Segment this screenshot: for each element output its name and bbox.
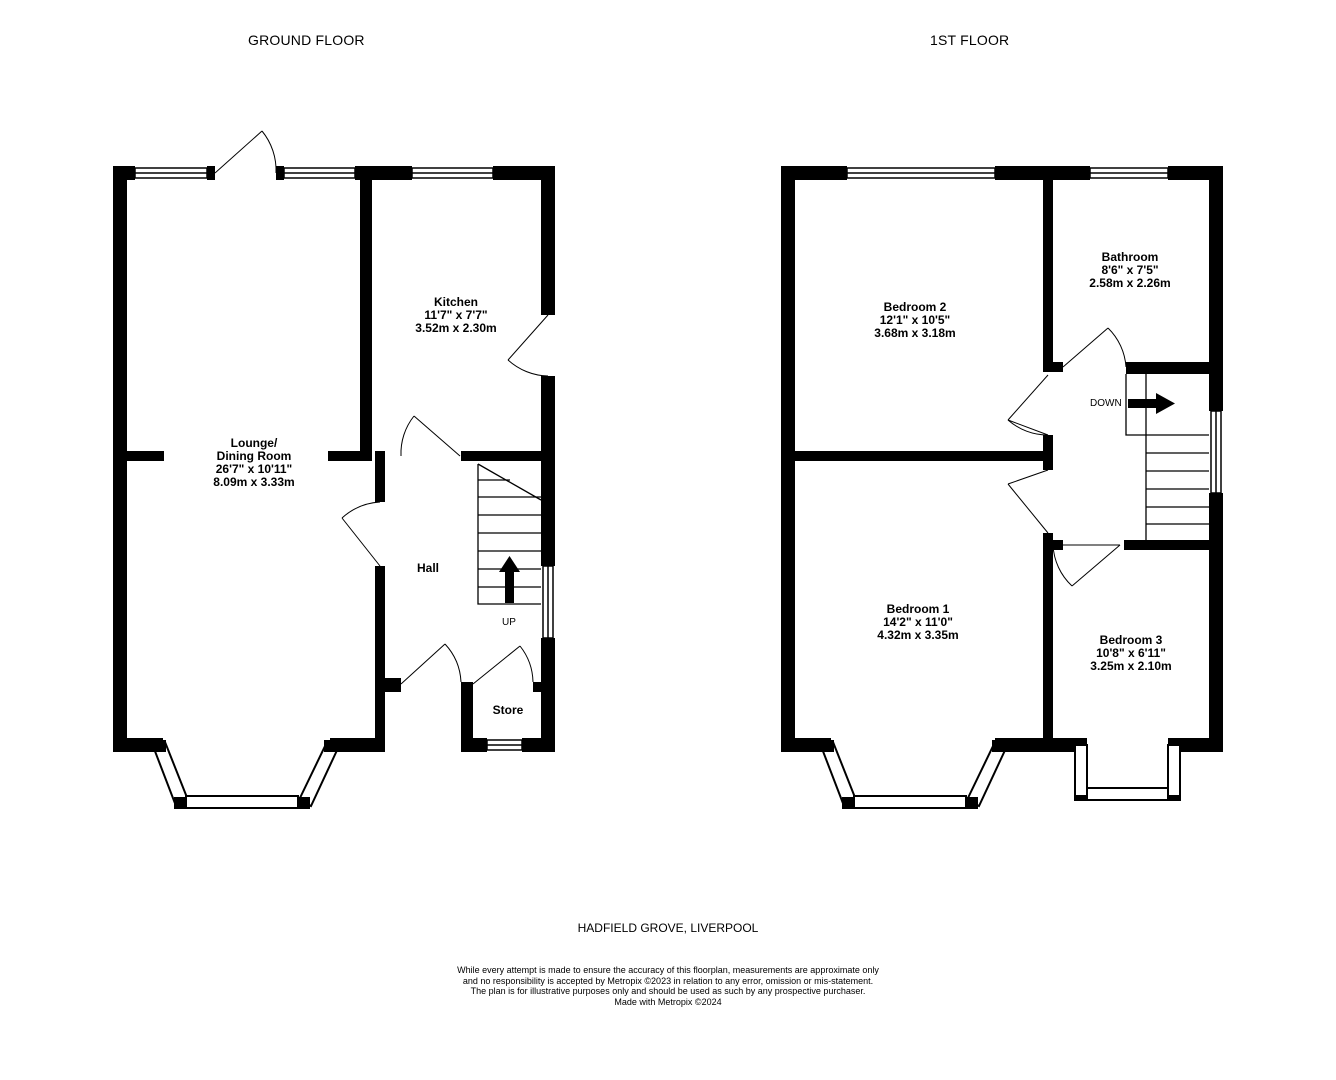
bedroom3-bay-window xyxy=(1075,745,1180,801)
lounge-metric: 8.09m x 3.33m xyxy=(213,475,295,489)
bedroom1-name: Bedroom 1 xyxy=(886,602,950,616)
property-address: HADFIELD GROVE, LIVERPOOL xyxy=(577,921,759,935)
lounge-name-line1: Lounge/ xyxy=(230,436,278,450)
bedroom3-imperial: 10'8" x 6'11" xyxy=(1096,646,1166,660)
disclaimer-line-4: Made with Metropix ©2024 xyxy=(614,996,722,1007)
disclaimer-line-1: While every attempt is made to ensure the accuracy of this floorplan, measurements are approximate only xyxy=(457,965,879,975)
bedroom2-imperial: 12'1" x 10'5" xyxy=(879,313,951,327)
lounge-name-line2: Dining Room xyxy=(216,449,292,463)
lounge-imperial: 26'7" x 10'11" xyxy=(215,462,293,476)
ground-floor-walls xyxy=(113,166,555,752)
room-label-bathroom xyxy=(1089,251,1170,290)
first-floor-title: 1ST FLOOR xyxy=(930,32,1010,48)
first-floor-stairs xyxy=(1126,374,1209,540)
disclaimer-line-2: and no responsibility is accepted by Metropix ©2023 in relation to any error, omission or mis-statement. xyxy=(462,975,874,986)
bedroom2-metric: 3.68m x 3.18m xyxy=(874,326,956,340)
store-name: Store xyxy=(492,703,524,717)
disclaimer xyxy=(0,965,1336,1007)
bedroom1-bay-window xyxy=(818,740,1008,809)
bathroom-name: Bathroom xyxy=(1101,250,1159,264)
room-label-hall xyxy=(417,562,439,575)
kitchen-imperial: 11'7" x 7'7" xyxy=(424,308,488,322)
stairs-down-label: DOWN xyxy=(1090,398,1122,409)
bedroom3-metric: 3.25m x 2.10m xyxy=(1090,659,1172,673)
room-label-store xyxy=(493,704,524,717)
bedroom2-name: Bedroom 2 xyxy=(883,300,947,314)
bedroom3-name: Bedroom 3 xyxy=(1099,633,1163,647)
room-label-bedroom3 xyxy=(1090,634,1171,673)
down-arrow-icon xyxy=(1128,393,1175,414)
up-arrow-icon xyxy=(499,556,520,603)
kitchen-name: Kitchen xyxy=(433,295,478,309)
kitchen-metric: 3.52m x 2.30m xyxy=(415,321,497,335)
room-label-lounge xyxy=(213,437,294,489)
lounge-bay-window xyxy=(150,740,340,809)
stairs-up-label: UP xyxy=(502,617,516,628)
bedroom1-metric: 4.32m x 3.35m xyxy=(877,628,959,642)
bedroom1-imperial: 14'2" x 11'0" xyxy=(883,615,953,629)
room-label-bedroom1 xyxy=(877,603,958,642)
bathroom-imperial: 8'6" x 7'5" xyxy=(1101,263,1159,277)
disclaimer-line-3: The plan is for illustrative purposes only and should be used as such by any prospective purchaser. xyxy=(470,986,866,996)
room-label-bedroom2 xyxy=(874,301,955,340)
hall-name: Hall xyxy=(416,561,440,575)
bathroom-metric: 2.58m x 2.26m xyxy=(1089,276,1171,290)
room-label-kitchen xyxy=(415,296,496,335)
ground-floor-title: GROUND FLOOR xyxy=(248,32,365,48)
